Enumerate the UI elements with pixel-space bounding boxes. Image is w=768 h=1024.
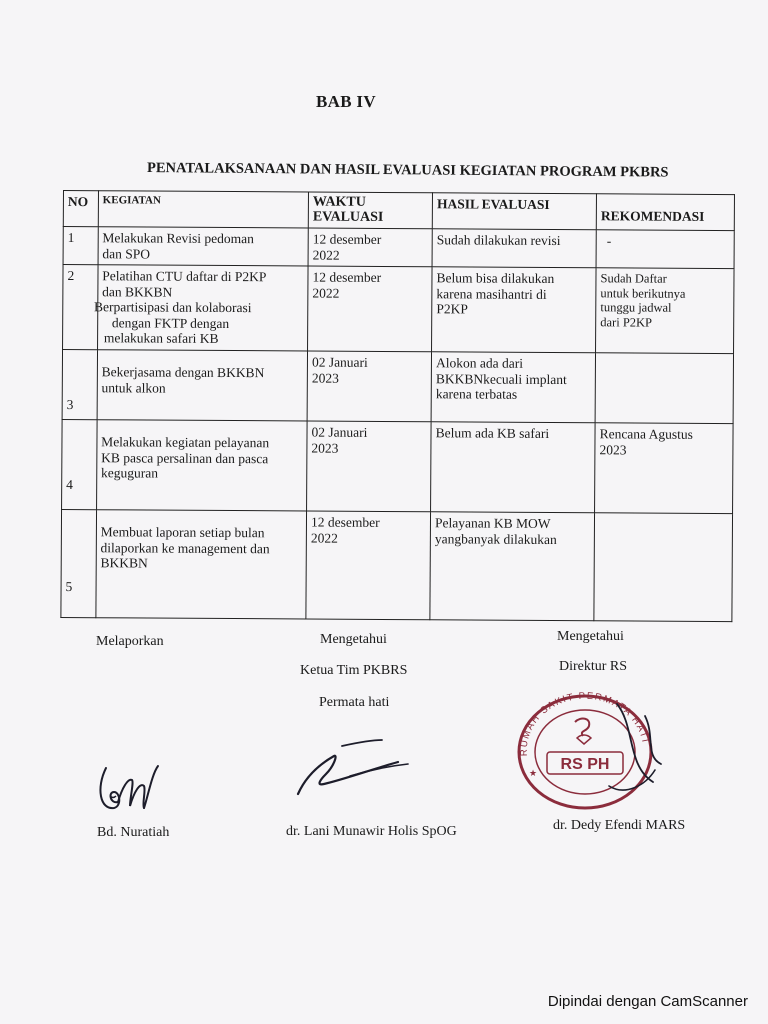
cell-line: Sudah Daftar <box>600 271 667 287</box>
table-row <box>61 509 733 621</box>
cell-line: 12 desember <box>310 514 380 530</box>
cell-line: 02 Januari <box>311 424 368 440</box>
cell-no: 4 <box>62 419 97 509</box>
cell-rekomendasi <box>595 423 733 514</box>
cell-rekomendasi <box>596 230 734 269</box>
sig-left-name: Bd. Nuratiah <box>97 825 170 840</box>
cell-line: 12 desember <box>312 231 382 248</box>
evaluation-table <box>60 190 735 622</box>
table-header-row <box>63 191 734 231</box>
sig-right-role: Direktur RS <box>559 659 628 674</box>
cell-line: 2023 <box>311 440 339 456</box>
stamp-star-icon: ★ <box>529 769 538 779</box>
header-hasil-evaluasi: HASIL EVALUASI <box>432 193 596 230</box>
table-row <box>62 419 734 513</box>
cell-rekomendasi <box>594 513 733 622</box>
cell-line: Rencana Agustus <box>599 426 694 442</box>
header-waktu-line1: WAKTU <box>312 194 366 210</box>
cell-line: dengan FKTP dengan <box>111 315 230 331</box>
cell-line: karena masihantri di <box>436 286 547 302</box>
sig-center-name: dr. Lani Munawir Holis SpOG <box>286 824 457 839</box>
cell-line: BKKBN <box>100 555 148 571</box>
cell-line: Bekerjasama dengan BKKBN <box>101 364 265 381</box>
sig-left-label: Melaporkan <box>96 634 164 649</box>
hospital-stamp <box>505 686 665 811</box>
cell-line: untuk berikutnya <box>600 286 686 301</box>
header-waktu-line2: EVALUASI <box>312 209 384 225</box>
cell-line: - <box>606 233 612 249</box>
table-row <box>62 349 733 423</box>
cell-line: BKKBNkecuali implant <box>435 370 567 387</box>
cell-line: Pelayanan KB MOW <box>435 515 551 531</box>
cell-no: 5 <box>61 509 96 617</box>
cell-line: Melakukan Revisi pedoman <box>102 230 254 247</box>
cell-line: dan BKKBN <box>102 284 173 300</box>
header-rekomendasi: REKOMENDASI <box>596 194 734 231</box>
cell-line: 2022 <box>310 530 338 546</box>
signature-center <box>290 736 420 806</box>
cell-rekomendasi <box>596 268 734 353</box>
cell-line: Belum ada KB safari <box>435 425 550 441</box>
cell-line: Belum bisa dilakukan <box>436 270 555 287</box>
cell-kegiatan <box>96 420 307 511</box>
cell-line: tunggu jadwal <box>600 300 672 315</box>
sig-center-org: Permata hati <box>319 695 390 710</box>
cell-line: Sudah dilakukan revisi <box>436 232 561 249</box>
cell-line: Pelatihan CTU daftar di P2KP <box>102 268 267 285</box>
sig-center-role: Ketua Tim PKBRS <box>300 663 408 678</box>
cell-line: dilaporkan ke management dan <box>100 539 270 556</box>
cell-hasil <box>432 267 597 353</box>
table-row <box>63 265 735 354</box>
sig-right-name: dr. Dedy Efendi MARS <box>553 818 686 833</box>
cell-waktu <box>308 266 433 351</box>
cell-line: dan SPO <box>102 246 151 262</box>
cell-no: 2 <box>63 265 98 350</box>
cell-line: Berpartisipasi dan kolaborasi <box>93 299 252 316</box>
cell-line: dari P2KP <box>600 314 653 330</box>
header-waktu-evaluasi <box>308 192 432 229</box>
cell-waktu <box>307 351 431 422</box>
cell-line: Membuat laporan setiap bulan <box>100 524 265 541</box>
cell-line: 2022 <box>312 285 340 301</box>
cell-no: 3 <box>62 349 97 419</box>
chapter-heading: BAB IV <box>316 92 376 111</box>
signature-left <box>92 758 172 828</box>
cell-line: untuk alkon <box>101 379 166 396</box>
cell-line: 2023 <box>311 370 339 386</box>
cell-line: yangbanyak dilakukan <box>434 530 557 547</box>
cell-waktu <box>308 228 432 267</box>
header-no: NO <box>63 191 98 228</box>
cell-line: 12 desember <box>312 269 382 286</box>
cell-line: 02 Januari <box>311 354 368 370</box>
sig-center-label: Mengetahui <box>320 632 387 647</box>
cell-line: Melakukan kegiatan pelayanan <box>101 434 270 451</box>
cell-hasil <box>431 352 595 423</box>
scanner-watermark: Dipindai dengan CamScanner <box>547 993 748 1010</box>
document-title: PENATALAKSANAAN DAN HASIL EVALUASI KEGIATAN PROGRAM PKBRS <box>146 160 669 181</box>
cell-line: P2KP <box>436 301 468 317</box>
header-kegiatan: KEGIATAN <box>98 191 308 229</box>
cell-hasil <box>431 422 596 513</box>
cell-waktu <box>306 511 431 620</box>
cell-hasil <box>430 512 595 621</box>
cell-line: 2022 <box>312 247 340 263</box>
cell-line: 2023 <box>599 441 627 457</box>
cell-waktu <box>307 421 432 512</box>
cell-hasil <box>432 229 596 268</box>
stamp-center-text: RS PH <box>560 756 610 773</box>
sig-right-label: Mengetahui <box>557 629 624 644</box>
cell-kegiatan <box>98 227 308 266</box>
cell-line: Alokon ada dari <box>435 355 524 371</box>
cell-line: melakukan safari KB <box>103 330 219 347</box>
cell-line: keguguran <box>100 465 159 481</box>
cell-line: karena terbatas <box>435 386 518 402</box>
cell-kegiatan <box>96 510 307 619</box>
cell-kegiatan <box>97 350 308 421</box>
stamp-ring-text: RUMAH SAKIT PERMATA HATI <box>518 690 651 757</box>
cell-line: KB pasca persalinan dan pasca <box>101 449 269 466</box>
cell-kegiatan <box>93 265 308 351</box>
table-row <box>63 227 734 269</box>
cell-no: 1 <box>63 227 98 265</box>
cell-rekomendasi <box>595 353 733 424</box>
